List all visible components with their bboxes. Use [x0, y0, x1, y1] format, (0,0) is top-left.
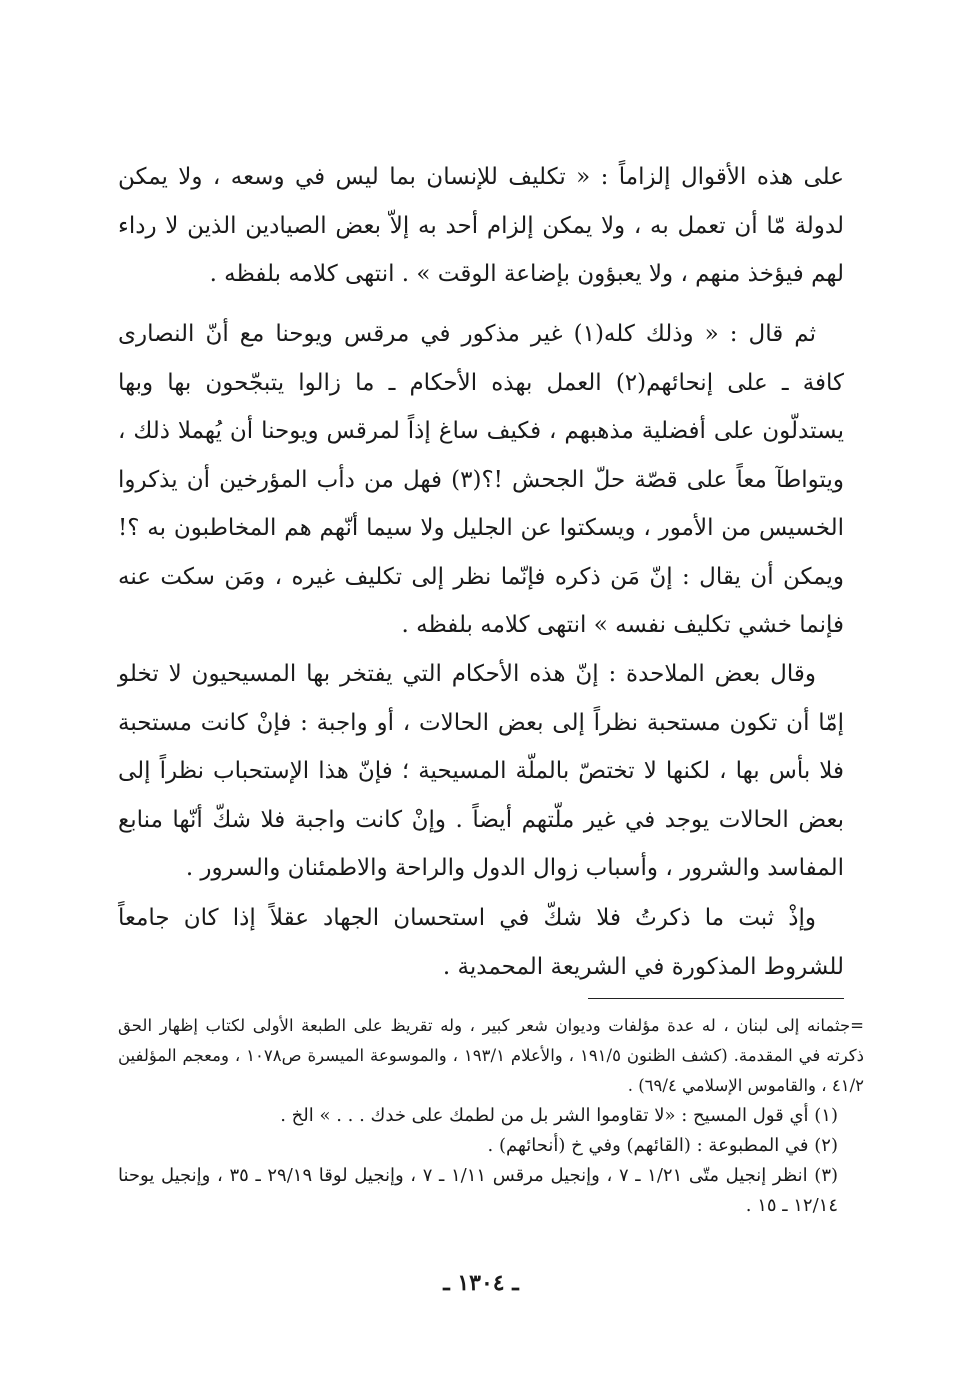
footnote-continuation: =جثمانه إلى لبنان ، له عدة مؤلفات وديوان شعر كبير ، وله تقريظ على الطبعة الأولى لكتاب إظهار الحق ذكرته في المقدمة. (كشف الظنون ١٩١/٥ ، والأعلام ١٩٣/١ ، والموسوعة الميسرة ص١٠٧٨ ، ومعجم المؤلفين ٤١/٢ ، والقاموس الإسلامي ٦٩/٤) .	[118, 1016, 864, 1095]
footnote-3: (٣) انظر إنجيل متّى ١/٢١ ـ ٧ ، وإنجيل مرقس ١/١١ ـ ٧ ، وإنجيل لوقا ٢٩/١٩ ـ ٣٥ ، وإنجيل يوحنا ١٢/١٤ ـ ١٥ .	[118, 1165, 839, 1216]
main-text-3	[118, 650, 844, 893]
footnote-1: (١) أي قول المسيح : «لا تقاوموا الشر بل من لطمك على خدك . . . » الخ .	[280, 1105, 838, 1126]
footnotes	[118, 1011, 864, 1221]
paragraph-3: وقال بعض الملاحدة : إنّ هذه الأحكام التي يفتخر بها المسيحيون لا تخلو إمّا أن تكون مستحبة نظراً إلى بعض الحالات ، أو واجبة : فإنْ كانت مستحبة فلا بأس بها ، لكنها لا تختصّ بالملّة المسيحية ؛ فإنّ هذا الإستحباب نظراً إلى بعض الحالات يوجد في غير ملّتهم أيضاً . وإنْ كانت واجبة فلا شكّ أنّها منابع المفاسد والشرور ، وأسباب زوال الدول والراحة والاطمئنان والسرور .	[118, 661, 844, 881]
main-text-4	[118, 894, 844, 991]
main-text	[118, 153, 844, 299]
paragraph-1: على هذه الأقوال إلزاماً : « تكليف للإنسان بما ليس في وسعه ، ولا يمكن لدولة مّا أن تعمل به ، ولا يمكن إلزام أحد به إلاّ بعض الصيادين الذين لا رداء لهم فيؤخذ منهم ، ولا يعبؤون بإضاعة الوقت » . انتهى كلامه بلفظه .	[118, 164, 844, 287]
page-number: ـ ١٣٠٤ ـ	[443, 1270, 519, 1296]
paragraph-4: وإذْ ثبت ما ذكرتُ فلا شكّ في استحسان الجهاد عقلاً إذا كان جامعاً للشروط المذكورة في الشريعة المحمدية .	[118, 905, 844, 980]
main-text-2	[118, 310, 844, 650]
footnote-divider	[588, 998, 844, 999]
footnote-2: (٢) في المطبوعة : (القائهم) وفي خ (أنحائهم) .	[487, 1135, 838, 1156]
paragraph-2: ثم قال : « وذلك كله(١) غير مذكور في مرقس ويوحنا مع أنّ النصارى كافة ـ على إنحائهم(٢) العمل بهذه الأحكام ـ ما زالوا يتبجّحون بها وبها يستدلّون على أفضلية مذهبهم ، فكيف ساغ إذاً لمرقس ويوحنا أن يُهملا ذلك ، ويتواطآ معاً على قصّة حلّ الجحش !؟(٣) فهل من دأب المؤرخين أن يذكروا الخسيس من الأمور ، ويسكتوا عن الجليل ولا سيما أنّهم هم المخاطبون به ؟! ويمكن أن يقال : إنّ مَن ذكره فإنّما نظر إلى تكليف غيره ، ومَن سكت عنه فإنما خشي تكليف نفسه » انتهى كلامه بلفظه .	[118, 321, 844, 638]
